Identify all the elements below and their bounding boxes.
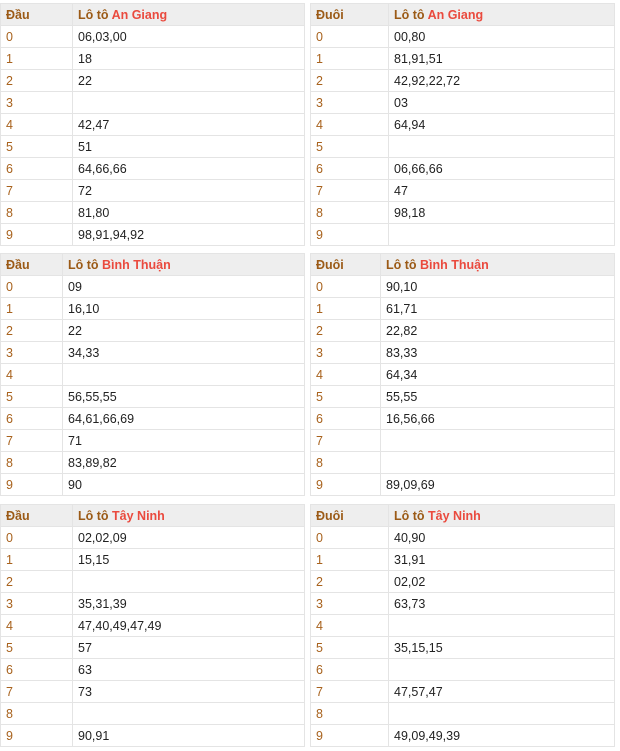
row-numbers: 02,02,09: [73, 527, 305, 549]
table-row: [311, 549, 615, 571]
value-column-header: [73, 4, 305, 26]
row-digit: 2: [311, 571, 389, 593]
table-row: [1, 637, 305, 659]
table-row: [311, 637, 615, 659]
row-digit: 0: [311, 276, 381, 298]
loto-table-binh-thuan-dau: [0, 253, 305, 496]
table-row: [1, 593, 305, 615]
row-digit: 5: [1, 386, 63, 408]
table-header-row: [311, 505, 615, 527]
table-row: [1, 408, 305, 430]
row-digit: 7: [311, 681, 389, 703]
row-digit: 2: [1, 70, 73, 92]
row-digit: 4: [1, 615, 73, 637]
row-digit: 5: [1, 637, 73, 659]
table-row: [311, 430, 615, 452]
table-header-row: [311, 254, 615, 276]
table-row: [1, 615, 305, 637]
row-digit: 4: [1, 114, 73, 136]
row-digit: 7: [311, 430, 381, 452]
row-numbers: 61,71: [381, 298, 615, 320]
table-row: [1, 298, 305, 320]
table-row: [311, 180, 615, 202]
table-row: [311, 70, 615, 92]
row-numbers: 72: [73, 180, 305, 202]
row-numbers: 22,82: [381, 320, 615, 342]
row-numbers: 83,33: [381, 342, 615, 364]
table-row: [1, 48, 305, 70]
row-numbers: 42,92,22,72: [389, 70, 615, 92]
row-digit: 1: [1, 549, 73, 571]
table-row: [311, 26, 615, 48]
province-name: Tây Ninh: [428, 508, 481, 523]
row-digit: 7: [1, 681, 73, 703]
row-digit: 3: [1, 92, 73, 114]
row-digit: 9: [1, 725, 73, 747]
table-row: [311, 342, 615, 364]
row-digit: 1: [311, 48, 389, 70]
row-digit: 6: [311, 158, 389, 180]
row-numbers: 47,40,49,47,49: [73, 615, 305, 637]
row-numbers: [389, 703, 615, 725]
loto-table-binh-thuan-duoi: [310, 253, 615, 496]
row-digit: 9: [1, 474, 63, 496]
row-digit: 9: [311, 224, 389, 246]
table-row: [311, 615, 615, 637]
row-numbers: 02,02: [389, 571, 615, 593]
table-row: [311, 452, 615, 474]
row-numbers: [389, 224, 615, 246]
row-numbers: 55,55: [381, 386, 615, 408]
table-row: [1, 430, 305, 452]
row-digit: 2: [1, 571, 73, 593]
table-row: [311, 136, 615, 158]
row-numbers: 35,31,39: [73, 593, 305, 615]
row-numbers: 34,33: [63, 342, 305, 364]
header-prefix: Lô tô: [394, 7, 425, 22]
row-numbers: 81,91,51: [389, 48, 615, 70]
table-header-row: [1, 254, 305, 276]
table-row: [1, 452, 305, 474]
row-digit: 9: [1, 224, 73, 246]
row-numbers: 09: [63, 276, 305, 298]
row-digit: 0: [1, 527, 73, 549]
table-row: [311, 527, 615, 549]
row-digit: 3: [1, 342, 63, 364]
loto-table-an-giang-dau: [0, 3, 305, 246]
row-digit: 5: [311, 637, 389, 659]
row-numbers: [381, 452, 615, 474]
table-row: [311, 202, 615, 224]
row-numbers: [381, 430, 615, 452]
table-row: [1, 386, 305, 408]
row-numbers: 89,09,69: [381, 474, 615, 496]
row-numbers: [389, 136, 615, 158]
row-digit: 0: [1, 276, 63, 298]
table-row: [311, 364, 615, 386]
table-row: [311, 474, 615, 496]
row-numbers: [389, 615, 615, 637]
row-digit: 6: [311, 408, 381, 430]
table-row: [311, 725, 615, 747]
table-row: [1, 158, 305, 180]
row-digit: 3: [311, 92, 389, 114]
row-numbers: 90,91: [73, 725, 305, 747]
province-name: An Giang: [111, 7, 168, 22]
row-numbers: 18: [73, 48, 305, 70]
row-digit: 4: [311, 364, 381, 386]
row-numbers: 22: [73, 70, 305, 92]
row-digit: 5: [311, 386, 381, 408]
table-row: [1, 364, 305, 386]
table-row: [311, 158, 615, 180]
table-row: [1, 180, 305, 202]
row-numbers: [73, 703, 305, 725]
row-numbers: 40,90: [389, 527, 615, 549]
row-digit: 1: [311, 298, 381, 320]
table-row: [1, 342, 305, 364]
header-prefix: Lô tô: [386, 257, 417, 272]
row-digit: 7: [1, 430, 63, 452]
table-row: [1, 202, 305, 224]
row-numbers: 16,10: [63, 298, 305, 320]
value-column-header: [389, 4, 615, 26]
row-digit: 4: [311, 615, 389, 637]
row-digit: 6: [1, 408, 63, 430]
table-row: [311, 571, 615, 593]
value-column-header: [63, 254, 305, 276]
row-numbers: 51: [73, 136, 305, 158]
row-digit: 8: [1, 703, 73, 725]
row-digit: 3: [311, 342, 381, 364]
row-numbers: 90: [63, 474, 305, 496]
row-numbers: 31,91: [389, 549, 615, 571]
table-row: [1, 92, 305, 114]
value-column-header: [381, 254, 615, 276]
key-column-header: Đầu: [1, 4, 73, 26]
row-numbers: 64,61,66,69: [63, 408, 305, 430]
province-name: Tây Ninh: [112, 508, 165, 523]
table-row: [1, 26, 305, 48]
row-numbers: 98,18: [389, 202, 615, 224]
row-numbers: 64,66,66: [73, 158, 305, 180]
table-row: [311, 593, 615, 615]
table-row: [1, 276, 305, 298]
row-digit: 8: [311, 202, 389, 224]
loto-table-tay-ninh-dau: [0, 504, 305, 747]
header-prefix: Lô tô: [78, 7, 109, 22]
row-numbers: 06,03,00: [73, 26, 305, 48]
table-row: [1, 703, 305, 725]
table-header-row: [311, 4, 615, 26]
key-column-header: Đuôi: [311, 254, 381, 276]
table-row: [311, 298, 615, 320]
province-name: Bình Thuận: [420, 257, 489, 272]
row-numbers: 64,94: [389, 114, 615, 136]
table-row: [1, 70, 305, 92]
table-row: [1, 474, 305, 496]
table-row: [1, 681, 305, 703]
row-digit: 9: [311, 725, 389, 747]
table-row: [1, 549, 305, 571]
row-numbers: 63,73: [389, 593, 615, 615]
row-numbers: 71: [63, 430, 305, 452]
table-row: [311, 92, 615, 114]
table-row: [311, 320, 615, 342]
table-row: [311, 386, 615, 408]
loto-table-an-giang-duoi: [310, 3, 615, 246]
row-numbers: 56,55,55: [63, 386, 305, 408]
row-digit: 4: [1, 364, 63, 386]
table-row: [311, 114, 615, 136]
table-row: [1, 320, 305, 342]
loto-table-tay-ninh-duoi: [310, 504, 615, 747]
row-numbers: 90,10: [381, 276, 615, 298]
table-row: [1, 224, 305, 246]
row-numbers: [389, 659, 615, 681]
row-numbers: 42,47: [73, 114, 305, 136]
row-numbers: 98,91,94,92: [73, 224, 305, 246]
row-digit: 2: [311, 320, 381, 342]
row-digit: 6: [1, 158, 73, 180]
row-digit: 8: [1, 452, 63, 474]
row-numbers: [63, 364, 305, 386]
row-numbers: [73, 571, 305, 593]
row-numbers: 22: [63, 320, 305, 342]
row-digit: 0: [311, 527, 389, 549]
table-row: [311, 276, 615, 298]
table-row: [1, 527, 305, 549]
table-header-row: [1, 505, 305, 527]
row-numbers: 49,09,49,39: [389, 725, 615, 747]
row-numbers: 35,15,15: [389, 637, 615, 659]
row-numbers: 06,66,66: [389, 158, 615, 180]
value-column-header: [73, 505, 305, 527]
row-numbers: 63: [73, 659, 305, 681]
province-name: An Giang: [427, 7, 484, 22]
table-row: [1, 659, 305, 681]
table-row: [311, 703, 615, 725]
table-row: [311, 659, 615, 681]
row-numbers: [73, 92, 305, 114]
table-row: [1, 725, 305, 747]
row-digit: 1: [1, 298, 63, 320]
row-digit: 8: [311, 703, 389, 725]
row-digit: 0: [311, 26, 389, 48]
table-row: [1, 571, 305, 593]
row-digit: 5: [1, 136, 73, 158]
row-digit: 1: [311, 549, 389, 571]
table-row: [1, 136, 305, 158]
key-column-header: Đuôi: [311, 505, 389, 527]
row-digit: 7: [311, 180, 389, 202]
table-row: [311, 408, 615, 430]
key-column-header: Đầu: [1, 505, 73, 527]
row-numbers: 47,57,47: [389, 681, 615, 703]
province-name: Bình Thuận: [102, 257, 171, 272]
header-prefix: Lô tô: [78, 508, 109, 523]
row-numbers: 15,15: [73, 549, 305, 571]
key-column-header: Đuôi: [311, 4, 389, 26]
key-column-header: Đầu: [1, 254, 63, 276]
row-digit: 3: [1, 593, 73, 615]
row-digit: 5: [311, 136, 389, 158]
row-numbers: 16,56,66: [381, 408, 615, 430]
row-digit: 7: [1, 180, 73, 202]
row-numbers: 57: [73, 637, 305, 659]
row-numbers: 73: [73, 681, 305, 703]
row-numbers: 83,89,82: [63, 452, 305, 474]
table-row: [311, 224, 615, 246]
row-digit: 1: [1, 48, 73, 70]
row-digit: 6: [311, 659, 389, 681]
row-digit: 2: [1, 320, 63, 342]
row-numbers: 47: [389, 180, 615, 202]
row-digit: 8: [311, 452, 381, 474]
row-numbers: 00,80: [389, 26, 615, 48]
row-digit: 9: [311, 474, 381, 496]
table-header-row: [1, 4, 305, 26]
row-numbers: 64,34: [381, 364, 615, 386]
table-row: [311, 681, 615, 703]
header-prefix: Lô tô: [68, 257, 99, 272]
row-digit: 0: [1, 26, 73, 48]
table-row: [1, 114, 305, 136]
row-numbers: 03: [389, 92, 615, 114]
row-digit: 8: [1, 202, 73, 224]
row-digit: 6: [1, 659, 73, 681]
row-numbers: 81,80: [73, 202, 305, 224]
header-prefix: Lô tô: [394, 508, 425, 523]
row-digit: 4: [311, 114, 389, 136]
table-row: [311, 48, 615, 70]
row-digit: 2: [311, 70, 389, 92]
value-column-header: [389, 505, 615, 527]
row-digit: 3: [311, 593, 389, 615]
